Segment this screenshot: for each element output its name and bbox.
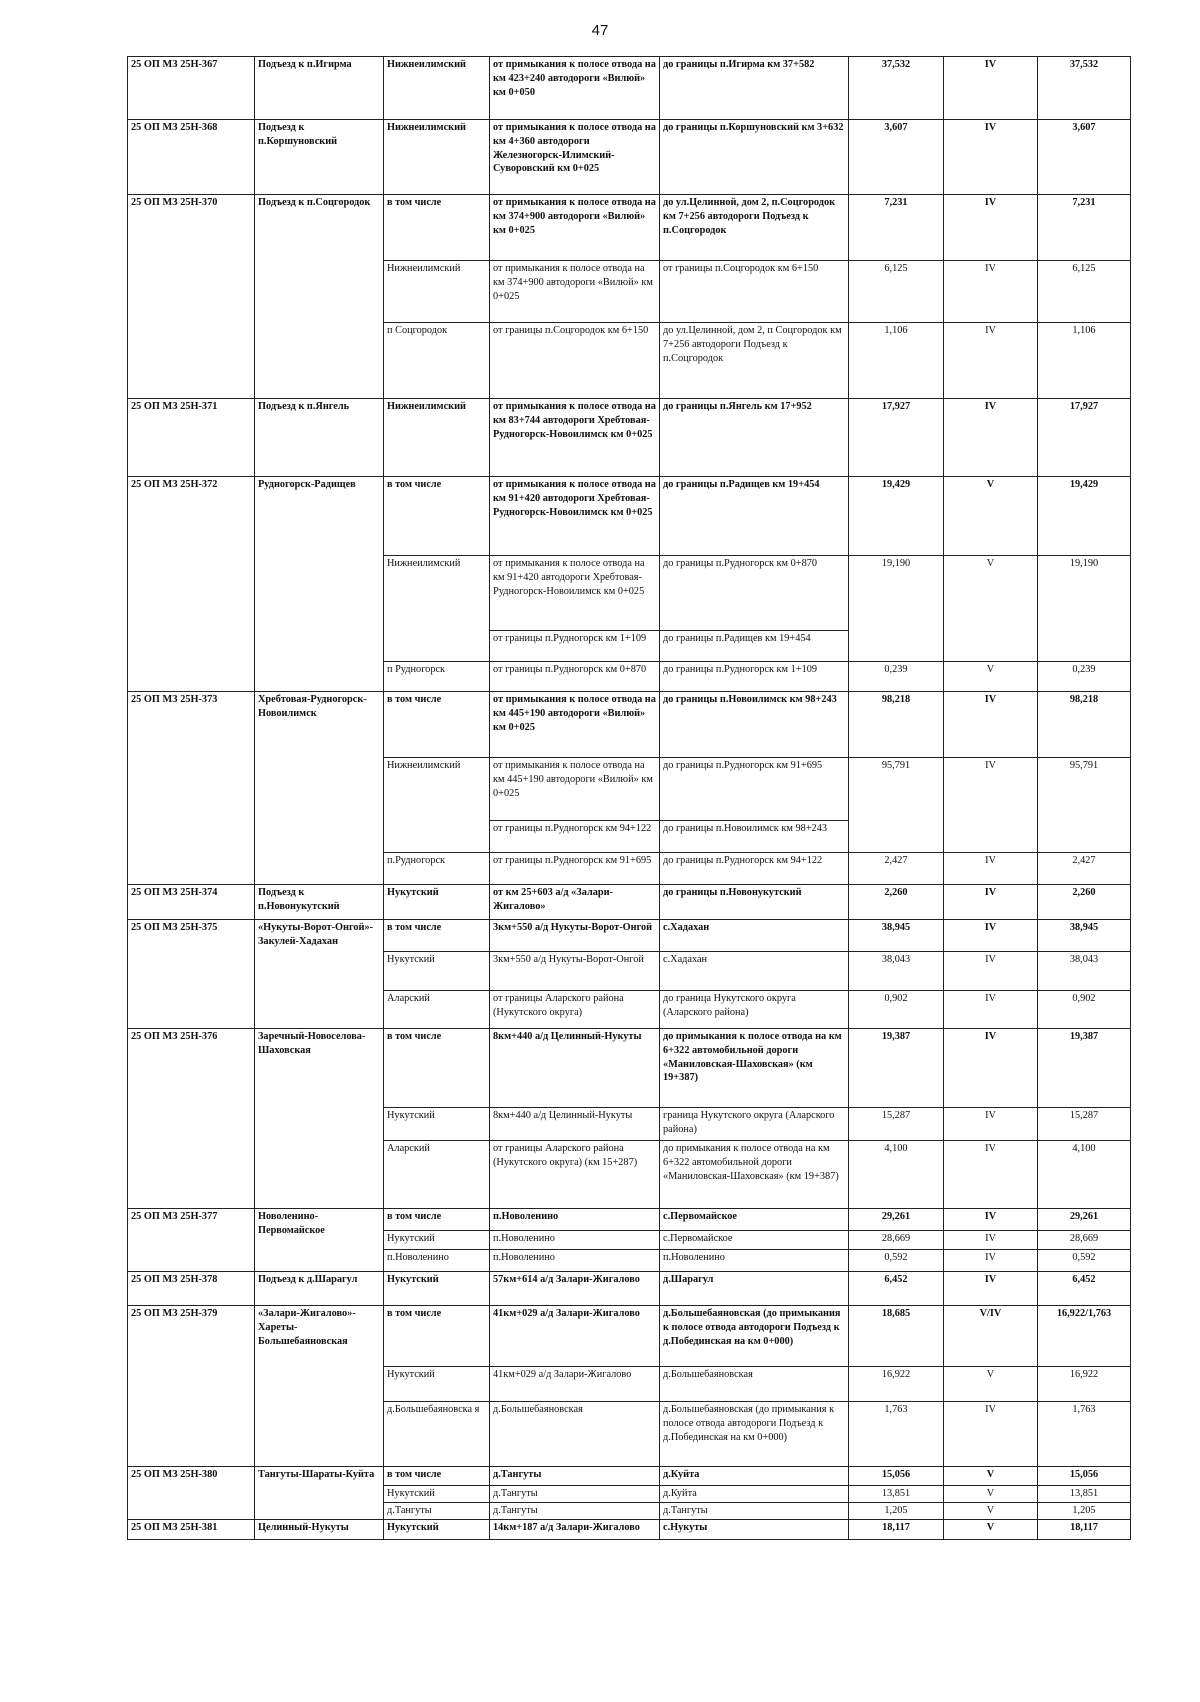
end-point-cell: до примыкания к полосе отвода на км 6+322 автомобильной дороги «Маниловская-Шаховская» (км 19+387) <box>660 1141 849 1209</box>
road-code-cell: 25 ОП МЗ 25Н-373 <box>128 692 255 885</box>
road-name-cell: Подъезд к п.Соцгородок <box>255 195 384 399</box>
category-cell: V <box>944 1367 1038 1402</box>
start-point-cell: от границы п.Рудногорск км 1+109 <box>490 631 660 662</box>
municipality-cell: п.Рудногорск <box>384 853 490 885</box>
length-cell: 6,125 <box>849 261 944 323</box>
table-row <box>128 1306 1131 1367</box>
length-by-category-cell: 6,452 <box>1038 1272 1131 1306</box>
road-code-cell: 25 ОП МЗ 25Н-368 <box>128 120 255 195</box>
length-cell: 15,287 <box>849 1108 944 1141</box>
start-point-cell: от примыкания к полосе отвода на км 423+240 автодороги «Вилюй» км 0+050 <box>490 57 660 120</box>
table-row <box>128 120 1131 195</box>
municipality-cell: Нукутский <box>384 1108 490 1141</box>
length-cell: 0,592 <box>849 1250 944 1272</box>
municipality-cell: в том числе <box>384 692 490 758</box>
category-cell: V <box>944 662 1038 692</box>
start-point-cell: 8км+440 а/д Целинный-Нукуты <box>490 1029 660 1108</box>
road-code-cell: 25 ОП МЗ 25Н-370 <box>128 195 255 399</box>
end-point-cell: д.Куйта <box>660 1486 849 1503</box>
start-point-cell: 3км+550 а/д Нукуты-Ворот-Онгой <box>490 952 660 991</box>
start-point-cell: от примыкания к полосе отвода на км 374+900 автодороги «Вилюй» км 0+025 <box>490 195 660 261</box>
end-point-cell: д.Большебаяновская (до примыкания к полосе отвода автодороги Подъезд к д.Побединская на км 0+000) <box>660 1402 849 1467</box>
end-point-cell: до границы п.Рудногорск км 0+870 <box>660 556 849 631</box>
table-row <box>128 920 1131 952</box>
length-by-category-cell: 15,056 <box>1038 1467 1131 1486</box>
road-code-cell: 25 ОП МЗ 25Н-381 <box>128 1519 255 1539</box>
road-code-cell: 25 ОП МЗ 25Н-379 <box>128 1306 255 1467</box>
end-point-cell: до границы п.Коршуновский км 3+632 <box>660 120 849 195</box>
municipality-cell: п Соцгородок <box>384 323 490 399</box>
category-cell: IV <box>944 1209 1038 1231</box>
length-cell: 7,231 <box>849 195 944 261</box>
end-point-cell: с.Хадахан <box>660 920 849 952</box>
length-by-category-cell: 6,125 <box>1038 261 1131 323</box>
length-by-category-cell: 15,287 <box>1038 1108 1131 1141</box>
end-point-cell: до ул.Целинной, дом 2, п.Соцгородок км 7+256 автодороги Подъезд к п.Соцгородок <box>660 195 849 261</box>
road-name-cell: «Нукуты-Ворот-Онгой»-Закулей-Хадахан <box>255 920 384 1029</box>
category-cell: IV <box>944 261 1038 323</box>
length-by-category-cell: 37,532 <box>1038 57 1131 120</box>
start-point-cell: от границы Аларского района (Нукутского округа) (км 15+287) <box>490 1141 660 1209</box>
category-cell: IV <box>944 758 1038 853</box>
length-by-category-cell: 0,592 <box>1038 1250 1131 1272</box>
end-point-cell: до границы п.Янгель км 17+952 <box>660 399 849 477</box>
length-cell: 15,056 <box>849 1467 944 1486</box>
length-by-category-cell: 13,851 <box>1038 1486 1131 1503</box>
length-cell: 17,927 <box>849 399 944 477</box>
end-point-cell: с.Первомайское <box>660 1231 849 1250</box>
category-cell: V <box>944 1467 1038 1486</box>
length-cell: 3,607 <box>849 120 944 195</box>
table-row <box>128 885 1131 920</box>
category-cell: IV <box>944 1029 1038 1108</box>
category-cell: V <box>944 1519 1038 1539</box>
length-by-category-cell: 4,100 <box>1038 1141 1131 1209</box>
start-point-cell: д.Большебаяновская <box>490 1402 660 1467</box>
length-by-category-cell: 0,239 <box>1038 662 1131 692</box>
start-point-cell: 41км+029 а/д Залари-Жигалово <box>490 1306 660 1367</box>
length-by-category-cell: 7,231 <box>1038 195 1131 261</box>
municipality-cell: Нижнеилимский <box>384 261 490 323</box>
municipality-cell: д.Большебаяновска я <box>384 1402 490 1467</box>
start-point-cell: п.Новоленино <box>490 1231 660 1250</box>
start-point-cell: от примыкания к полосе отвода на км 83+744 автодороги Хребтовая-Рудногорск-Новоилимск км 0+025 <box>490 399 660 477</box>
category-cell: IV <box>944 920 1038 952</box>
municipality-cell: п Рудногорск <box>384 662 490 692</box>
roads-table <box>127 56 1131 1540</box>
roads-table-body <box>128 57 1131 1540</box>
municipality-cell: Нукутский <box>384 1367 490 1402</box>
municipality-cell: Нукутский <box>384 1519 490 1539</box>
road-code-cell: 25 ОП МЗ 25Н-367 <box>128 57 255 120</box>
start-point-cell: от примыкания к полосе отвода на км 445+190 автодороги «Вилюй» км 0+025 <box>490 758 660 821</box>
municipality-cell: в том числе <box>384 1029 490 1108</box>
length-cell: 18,117 <box>849 1519 944 1539</box>
length-cell: 19,429 <box>849 477 944 556</box>
start-point-cell: д.Тангуты <box>490 1502 660 1519</box>
road-name-cell: Подъезд к д.Шарагул <box>255 1272 384 1306</box>
table-row <box>128 1519 1131 1539</box>
end-point-cell: до ул.Целинной, дом 2, п Соцгородок км 7+256 автодороги Подъезд к п.Соцгородок <box>660 323 849 399</box>
length-by-category-cell: 16,922/1,763 <box>1038 1306 1131 1367</box>
start-point-cell: п.Новоленино <box>490 1250 660 1272</box>
category-cell: IV <box>944 399 1038 477</box>
municipality-cell: Нукутский <box>384 1231 490 1250</box>
start-point-cell: 8км+440 а/д Целинный-Нукуты <box>490 1108 660 1141</box>
municipality-cell: в том числе <box>384 1209 490 1231</box>
category-cell: IV <box>944 1402 1038 1467</box>
category-cell: IV <box>944 195 1038 261</box>
road-code-cell: 25 ОП МЗ 25Н-376 <box>128 1029 255 1209</box>
length-by-category-cell: 98,218 <box>1038 692 1131 758</box>
road-name-cell: Подъезд к п.Игирма <box>255 57 384 120</box>
municipality-cell: Нижнеилимский <box>384 399 490 477</box>
category-cell: IV <box>944 323 1038 399</box>
start-point-cell: д.Тангуты <box>490 1467 660 1486</box>
length-by-category-cell: 1,106 <box>1038 323 1131 399</box>
length-cell: 16,922 <box>849 1367 944 1402</box>
length-by-category-cell: 1,205 <box>1038 1502 1131 1519</box>
length-by-category-cell: 1,763 <box>1038 1402 1131 1467</box>
category-cell: IV <box>944 1141 1038 1209</box>
end-point-cell: с.Хадахан <box>660 952 849 991</box>
road-name-cell: «Залари-Жигалово»-Хареты-Большебаяновская <box>255 1306 384 1467</box>
page-number: 47 <box>591 22 609 39</box>
length-cell: 38,945 <box>849 920 944 952</box>
category-cell: IV <box>944 1272 1038 1306</box>
category-cell: IV <box>944 991 1038 1029</box>
category-cell: IV <box>944 1231 1038 1250</box>
end-point-cell: до границы п.Игирма км 37+582 <box>660 57 849 120</box>
municipality-cell: Аларский <box>384 1141 490 1209</box>
end-point-cell: граница Нукутского округа (Аларского района) <box>660 1108 849 1141</box>
end-point-cell: от границы п.Соцгородок км 6+150 <box>660 261 849 323</box>
category-cell: IV <box>944 57 1038 120</box>
length-cell: 28,669 <box>849 1231 944 1250</box>
start-point-cell: от км 25+603 а/д «Залари-Жигалово» <box>490 885 660 920</box>
length-cell: 1,205 <box>849 1502 944 1519</box>
end-point-cell: с.Нукуты <box>660 1519 849 1539</box>
length-by-category-cell: 17,927 <box>1038 399 1131 477</box>
start-point-cell: д.Тангуты <box>490 1486 660 1503</box>
category-cell: IV <box>944 952 1038 991</box>
end-point-cell: до граница Нукутского округа (Аларского района) <box>660 991 849 1029</box>
length-by-category-cell: 29,261 <box>1038 1209 1131 1231</box>
municipality-cell: Нижнеилимский <box>384 758 490 853</box>
municipality-cell: Нижнеилимский <box>384 120 490 195</box>
length-cell: 1,763 <box>849 1402 944 1467</box>
length-by-category-cell: 38,043 <box>1038 952 1131 991</box>
length-by-category-cell: 38,945 <box>1038 920 1131 952</box>
road-code-cell: 25 ОП МЗ 25Н-371 <box>128 399 255 477</box>
municipality-cell: Нукутский <box>384 1272 490 1306</box>
end-point-cell: до границы п.Радищев км 19+454 <box>660 477 849 556</box>
length-by-category-cell: 2,260 <box>1038 885 1131 920</box>
start-point-cell: 41км+029 а/д Залари-Жигалово <box>490 1367 660 1402</box>
road-code-cell: 25 ОП МЗ 25Н-375 <box>128 920 255 1029</box>
end-point-cell: д.Тангуты <box>660 1502 849 1519</box>
start-point-cell: 3км+550 а/д Нукуты-Ворот-Онгой <box>490 920 660 952</box>
category-cell: V/IV <box>944 1306 1038 1367</box>
municipality-cell: Аларский <box>384 991 490 1029</box>
table-row <box>128 57 1131 120</box>
category-cell: IV <box>944 885 1038 920</box>
category-cell: V <box>944 1502 1038 1519</box>
length-cell: 0,902 <box>849 991 944 1029</box>
start-point-cell: от границы п.Соцгородок км 6+150 <box>490 323 660 399</box>
municipality-cell: д.Тангуты <box>384 1502 490 1519</box>
length-cell: 6,452 <box>849 1272 944 1306</box>
end-point-cell: до границы п.Радищев км 19+454 <box>660 631 849 662</box>
start-point-cell: от границы п.Рудногорск км 0+870 <box>490 662 660 692</box>
category-cell: V <box>944 477 1038 556</box>
municipality-cell: в том числе <box>384 195 490 261</box>
end-point-cell: д.Шарагул <box>660 1272 849 1306</box>
length-cell: 13,851 <box>849 1486 944 1503</box>
road-code-cell: 25 ОП МЗ 25Н-374 <box>128 885 255 920</box>
road-code-cell: 25 ОП МЗ 25Н-377 <box>128 1209 255 1272</box>
municipality-cell: п.Новоленино <box>384 1250 490 1272</box>
start-point-cell: 14км+187 а/д Залари-Жигалово <box>490 1519 660 1539</box>
start-point-cell: от примыкания к полосе отвода на км 445+190 автодороги «Вилюй» км 0+025 <box>490 692 660 758</box>
end-point-cell: до границы п.Новоилимск км 98+243 <box>660 692 849 758</box>
length-cell: 29,261 <box>849 1209 944 1231</box>
table-row <box>128 477 1131 556</box>
length-cell: 1,106 <box>849 323 944 399</box>
end-point-cell: д.Большебаяновская (до примыкания к полосе отвода автодороги Подъезд к д.Побединская на км 0+000) <box>660 1306 849 1367</box>
category-cell: IV <box>944 120 1038 195</box>
municipality-cell: Нижнеилимский <box>384 57 490 120</box>
road-name-cell: Рудногорск-Радищев <box>255 477 384 692</box>
length-cell: 95,791 <box>849 758 944 853</box>
length-by-category-cell: 3,607 <box>1038 120 1131 195</box>
end-point-cell: п.Новоленино <box>660 1250 849 1272</box>
municipality-cell: в том числе <box>384 477 490 556</box>
end-point-cell: д.Большебаяновская <box>660 1367 849 1402</box>
municipality-cell: Нукутский <box>384 952 490 991</box>
length-by-category-cell: 2,427 <box>1038 853 1131 885</box>
length-cell: 4,100 <box>849 1141 944 1209</box>
length-cell: 98,218 <box>849 692 944 758</box>
table-row <box>128 399 1131 477</box>
table-row <box>128 1272 1131 1306</box>
category-cell: V <box>944 556 1038 662</box>
length-by-category-cell: 28,669 <box>1038 1231 1131 1250</box>
municipality-cell: в том числе <box>384 1306 490 1367</box>
start-point-cell: от границы Аларского района (Нукутского округа) <box>490 991 660 1029</box>
end-point-cell: до границы п.Новонукутский <box>660 885 849 920</box>
category-cell: IV <box>944 1108 1038 1141</box>
road-name-cell: Хребтовая-Рудногорск-Новоилимск <box>255 692 384 885</box>
end-point-cell: до границы п.Рудногорск км 94+122 <box>660 853 849 885</box>
table-row <box>128 195 1131 261</box>
length-cell: 38,043 <box>849 952 944 991</box>
length-by-category-cell: 16,922 <box>1038 1367 1131 1402</box>
end-point-cell: до примыкания к полосе отвода на км 6+322 автомобильной дороги «Маниловская-Шаховская» (км 19+387) <box>660 1029 849 1108</box>
category-cell: IV <box>944 853 1038 885</box>
start-point-cell: от примыкания к полосе отвода на км 4+360 автодороги Железногорск-Илимский-Суворовский км 0+025 <box>490 120 660 195</box>
table-row <box>128 1209 1131 1231</box>
length-cell: 19,387 <box>849 1029 944 1108</box>
municipality-cell: Нижнеилимский <box>384 556 490 662</box>
start-point-cell: от примыкания к полосе отвода на км 374+900 автодороги «Вилюй» км 0+025 <box>490 261 660 323</box>
municipality-cell: в том числе <box>384 920 490 952</box>
start-point-cell: от границы п.Рудногорск км 91+695 <box>490 853 660 885</box>
road-code-cell: 25 ОП МЗ 25Н-380 <box>128 1467 255 1520</box>
end-point-cell: д.Куйта <box>660 1467 849 1486</box>
length-cell: 37,532 <box>849 57 944 120</box>
end-point-cell: до границы п.Рудногорск км 1+109 <box>660 662 849 692</box>
length-cell: 19,190 <box>849 556 944 662</box>
length-by-category-cell: 19,429 <box>1038 477 1131 556</box>
table-row <box>128 1467 1131 1486</box>
start-point-cell: от примыкания к полосе отвода на км 91+420 автодороги Хребтовая-Рудногорск-Новоилимск км 0+025 <box>490 477 660 556</box>
road-code-cell: 25 ОП МЗ 25Н-378 <box>128 1272 255 1306</box>
length-by-category-cell: 19,387 <box>1038 1029 1131 1108</box>
start-point-cell: 57км+614 а/д Залари-Жигалово <box>490 1272 660 1306</box>
road-name-cell: Подъезд к п.Коршуновский <box>255 120 384 195</box>
length-by-category-cell: 19,190 <box>1038 556 1131 662</box>
end-point-cell: до границы п.Новоилимск км 98+243 <box>660 821 849 853</box>
end-point-cell: до границы п.Рудногорск км 91+695 <box>660 758 849 821</box>
municipality-cell: Нукутский <box>384 885 490 920</box>
length-by-category-cell: 0,902 <box>1038 991 1131 1029</box>
category-cell: V <box>944 1486 1038 1503</box>
length-cell: 18,685 <box>849 1306 944 1367</box>
length-cell: 0,239 <box>849 662 944 692</box>
length-cell: 2,427 <box>849 853 944 885</box>
length-cell: 2,260 <box>849 885 944 920</box>
municipality-cell: Нукутский <box>384 1486 490 1503</box>
table-row <box>128 692 1131 758</box>
end-point-cell: с.Первомайское <box>660 1209 849 1231</box>
road-name-cell: Заречный-Новоселова-Шаховская <box>255 1029 384 1209</box>
road-code-cell: 25 ОП МЗ 25Н-372 <box>128 477 255 692</box>
table-row <box>128 1029 1131 1108</box>
road-name-cell: Подъезд к п.Новонукутский <box>255 885 384 920</box>
start-point-cell: п.Новоленино <box>490 1209 660 1231</box>
municipality-cell: в том числе <box>384 1467 490 1486</box>
road-name-cell: Целинный-Нукуты <box>255 1519 384 1539</box>
category-cell: IV <box>944 692 1038 758</box>
start-point-cell: от границы п.Рудногорск км 94+122 <box>490 821 660 853</box>
length-by-category-cell: 18,117 <box>1038 1519 1131 1539</box>
length-by-category-cell: 95,791 <box>1038 758 1131 853</box>
start-point-cell: от примыкания к полосе отвода на км 91+420 автодороги Хребтовая-Рудногорск-Новоилимск км 0+025 <box>490 556 660 631</box>
road-name-cell: Подъезд к п.Янгель <box>255 399 384 477</box>
road-name-cell: Тангуты-Шараты-Куйта <box>255 1467 384 1520</box>
category-cell: IV <box>944 1250 1038 1272</box>
road-name-cell: Новоленино-Первомайское <box>255 1209 384 1272</box>
